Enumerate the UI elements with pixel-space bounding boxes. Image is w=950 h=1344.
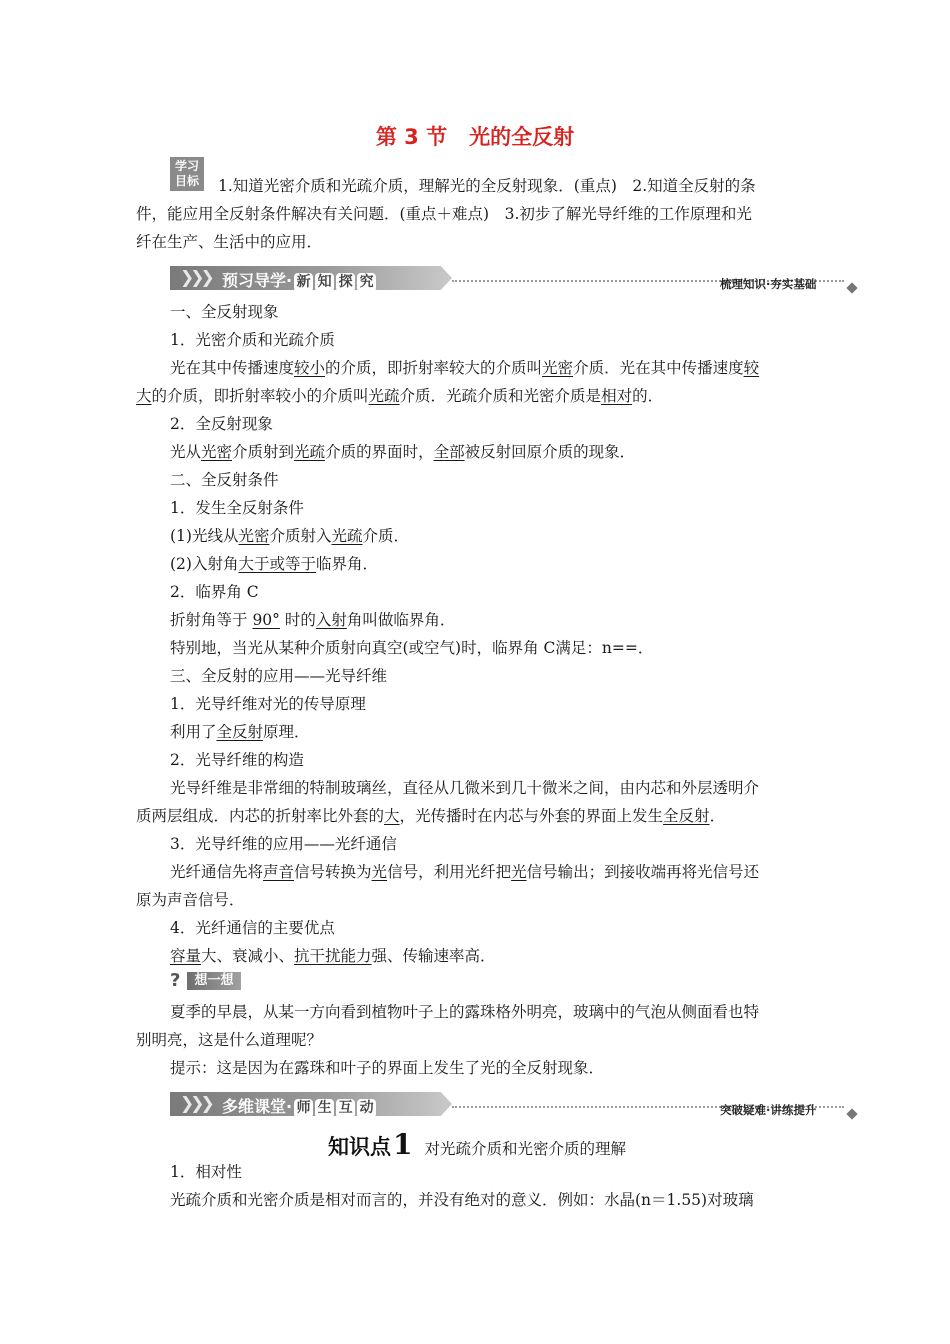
banner-title <box>222 268 378 292</box>
hint-line: 提示：这是因为在露珠和叶子的界面上发生了光的全反射现象． <box>170 1059 605 1077</box>
paragraph-line: 容量大、衰减小、抗干扰能力强、传输速率高． <box>170 947 496 965</box>
question-line: 别明亮，这是什么道理呢？ <box>136 1031 323 1049</box>
paragraph-line: 利用了全反射原理． <box>170 723 310 741</box>
paragraph-line: 光疏介质和光密介质是相对而言的，并没有绝对的意义．例如：水晶(n＝1.55)对玻璃 <box>170 1191 754 1209</box>
paragraph-line: 光从光密介质射到光疏介质的界面时，全部被反射回原介质的现象． <box>170 443 636 461</box>
heading-1: 一、全反射现象 <box>170 303 279 321</box>
definition-line: 折射角等于 90° 时的入射角叫做临界角． <box>170 611 456 629</box>
subheading: 1．光密介质和光疏介质 <box>170 331 335 349</box>
banner-right-text: 梳理知识·夯实基础 <box>720 277 817 291</box>
banner-box: 新 <box>294 273 313 292</box>
page-title <box>0 121 950 151</box>
subheading: 2．光导纤维的构造 <box>170 751 304 769</box>
subheading: 1．发生全反射条件 <box>170 499 304 517</box>
banner-box: 探 <box>336 273 355 292</box>
banner-box: 知 <box>315 273 334 292</box>
subheading: 3．光导纤维的应用——光纤通信 <box>170 835 397 853</box>
banner-box: 生 <box>315 1099 334 1118</box>
section-number: 第 3 节 <box>375 125 448 149</box>
paragraph-line: 光纤通信先将声音信号转换为光信号，利用光纤把光信号输出；到接收端再将光信号还 <box>170 863 760 881</box>
banner-title-text: 多维课堂· <box>222 1097 293 1116</box>
subheading: 2．全反射现象 <box>170 415 273 433</box>
heading-3: 三、全反射的应用——光导纤维 <box>170 667 388 685</box>
banner-box: 究 <box>357 273 376 292</box>
paragraph-line: 大的介质，即折射率较小的介质叫光疏介质．光疏介质和光密介质是相对的． <box>136 387 664 405</box>
objectives-badge <box>170 157 204 191</box>
knowledge-point-heading <box>328 1128 626 1161</box>
badge-line-2: 目标 <box>174 174 199 188</box>
chevrons-icon: ❯❯❯ <box>180 1094 211 1114</box>
banner-title <box>222 1094 378 1118</box>
subheading: 2．临界角 C <box>170 583 259 601</box>
objectives-line-3: 纤在生产、生活中的应用． <box>136 233 323 251</box>
question-icon: ? <box>170 970 181 991</box>
banner-box: 互 <box>336 1099 355 1118</box>
paragraph-line: 原为声音信号． <box>136 891 245 909</box>
paragraph-line: 光导纤维是非常细的特制玻璃丝，直径从几微米到几十微米之间，由内芯和外层透明介 <box>170 779 760 797</box>
paragraph-line: 质两层组成．内芯的折射率比外套的大，光传播时在内芯与外套的界面上发生全反射． <box>136 807 726 825</box>
banner-title-text: 预习导学· <box>222 271 293 290</box>
think-label: 想一想 <box>187 972 241 990</box>
question-line: 夏季的早晨，从某一方向看到植物叶子上的露珠格外明亮，玻璃中的气泡从侧面看也特 <box>170 1003 760 1021</box>
objectives-line-2: 件，能应用全反射条件解决有关问题．(重点＋难点) 3.初步了解光导纤维的工作原理和光 <box>136 205 752 223</box>
definition-line: 特别地，当光从某种介质射向真空(或空气)时，临界角 C满足：n==． <box>170 639 654 657</box>
knowledge-point-number: 1 <box>393 1128 413 1161</box>
heading-2: 二、全反射条件 <box>170 471 279 489</box>
subheading: 1．光导纤维对光的传导原理 <box>170 695 366 713</box>
knowledge-point-label: 知识点 <box>328 1135 391 1159</box>
banner-box: 动 <box>357 1099 376 1118</box>
banner-right-text: 突破疑难·讲练提升 <box>720 1103 817 1117</box>
paragraph-line: 光在其中传播速度较小的介质，即折射率较大的介质叫光密介质．光在其中传播速度较 <box>170 359 760 377</box>
subheading: 4．光纤通信的主要优点 <box>170 919 335 937</box>
diamond-icon <box>846 1108 857 1119</box>
objectives-line-1: 1.知道光密介质和光疏介质，理解光的全反射现象．(重点) 2.知道全反射的条 <box>218 177 756 195</box>
banner-box: 师 <box>294 1099 313 1118</box>
subheading: 1．相对性 <box>170 1163 242 1181</box>
section-name: 光的全反射 <box>469 125 575 149</box>
knowledge-point-title: 对光疏介质和光密介质的理解 <box>424 1140 626 1158</box>
badge-line-1: 学习 <box>174 159 199 173</box>
diamond-icon <box>846 282 857 293</box>
chevrons-icon: ❯❯❯ <box>180 268 211 288</box>
condition-2: (2)入射角大于或等于临界角． <box>170 555 378 573</box>
condition-1: (1)光线从光密介质射入光疏介质． <box>170 527 410 545</box>
